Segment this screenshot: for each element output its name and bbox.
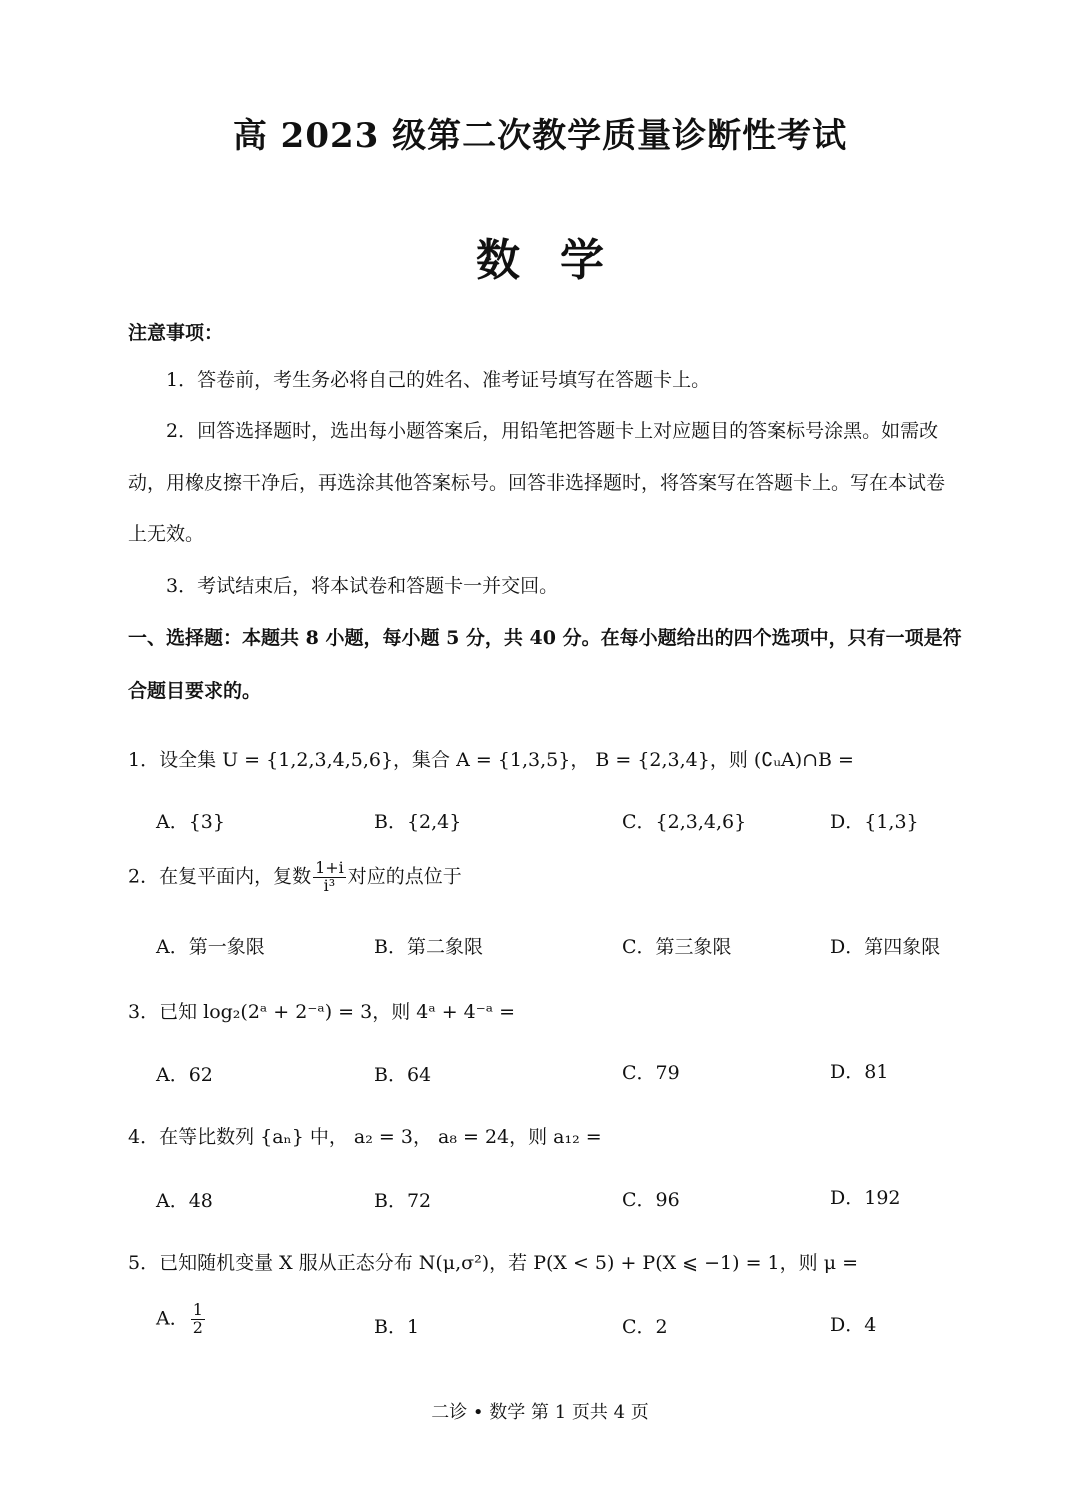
section-1-heading-line-2: 合题目要求的。 [128, 680, 262, 702]
note-item-1: 1．答卷前，考生务必将自己的姓名、准考证号填写在答题卡上。 [166, 369, 711, 391]
exam-title: 高 2023 级第二次教学质量诊断性考试 [232, 116, 848, 156]
question-3-option-a: A．62 [156, 1064, 213, 1086]
question-4-option-d: D．192 [830, 1187, 901, 1209]
question-5-stem: 5．已知随机变量 X 服从正态分布 N(μ,σ²)，若 P(X < 5) + P(X ⩽ −1) = 1，则 μ = [128, 1252, 858, 1274]
question-3-option-d: D．81 [830, 1061, 889, 1083]
question-2-fraction-numerator: 1+i [315, 858, 344, 877]
question-2-stem-before: 2．在复平面内，复数 [128, 865, 312, 888]
question-5-option-b: B．1 [374, 1316, 420, 1338]
question-2-stem [128, 860, 462, 895]
question-1-option-a: A．{3} [156, 811, 225, 833]
question-5-option-a-fraction [191, 1302, 205, 1337]
question-4-option-b: B．72 [374, 1190, 432, 1212]
question-4-stem: 4．在等比数列 {aₙ} 中， a₂ = 3， a₈ = 24，则 a₁₂ = [128, 1126, 602, 1148]
question-2-option-a: A．第一象限 [156, 936, 265, 958]
note-item-3: 3．考试结束后，将本试卷和答题卡一并交回。 [166, 575, 559, 597]
question-5-option-a [156, 1302, 207, 1337]
notes-heading: 注意事项： [128, 322, 224, 344]
question-5-option-c: C．2 [622, 1316, 668, 1338]
question-3-option-c: C．79 [622, 1062, 680, 1084]
question-5-option-a-label: A． [156, 1307, 189, 1330]
question-5-option-a-numerator: 1 [192, 1300, 203, 1319]
note-item-2-line-3: 上无效。 [128, 523, 205, 545]
note-item-2-line-1: 2．回答选择题时，选出每小题答案后，用铅笔把答题卡上对应题目的答案标号涂黑。如需改 [166, 420, 939, 442]
question-1-option-b: B．{2,4} [374, 811, 462, 833]
subject-title: 数学 [476, 235, 644, 286]
question-3-option-b: B．64 [374, 1064, 432, 1086]
page-footer: 二诊 • 数学 第 1 页共 4 页 [431, 1402, 649, 1423]
question-2-option-b: B．第二象限 [374, 936, 483, 958]
question-4-option-c: C．96 [622, 1189, 680, 1211]
question-4-option-a: A．48 [156, 1190, 213, 1212]
section-1-heading-line-1: 一、选择题：本题共 8 小题，每小题 5 分，共 40 分。在每小题给出的四个选项中，只有一项是符 [128, 627, 962, 649]
note-item-2-line-2: 动，用橡皮擦干净后，再选涂其他答案标号。回答非选择题时，将答案写在答题卡上。写在本试卷 [128, 472, 946, 494]
question-1-stem: 1．设全集 U = {1,2,3,4,5,6}，集合 A = {1,3,5}， B = {2,3,4}，则 (∁ᵤA)∩B = [128, 749, 854, 771]
question-2-option-c: C．第三象限 [622, 936, 732, 958]
question-2-stem-after: 对应的点位于 [347, 865, 462, 888]
question-5-option-d: D．4 [830, 1314, 877, 1336]
question-2-fraction-denominator: i³ [323, 875, 336, 895]
question-1-option-d: D．{1,3} [830, 811, 919, 833]
question-3-stem: 3．已知 log₂(2ᵃ + 2⁻ᵃ) = 3，则 4ᵃ + 4⁻ᵃ = [128, 1001, 516, 1023]
question-2-fraction [313, 860, 346, 895]
question-1-option-c: C．{2,3,4,6} [622, 811, 747, 833]
question-2-option-d: D．第四象限 [830, 936, 941, 958]
question-5-option-a-denominator: 2 [192, 1317, 203, 1337]
